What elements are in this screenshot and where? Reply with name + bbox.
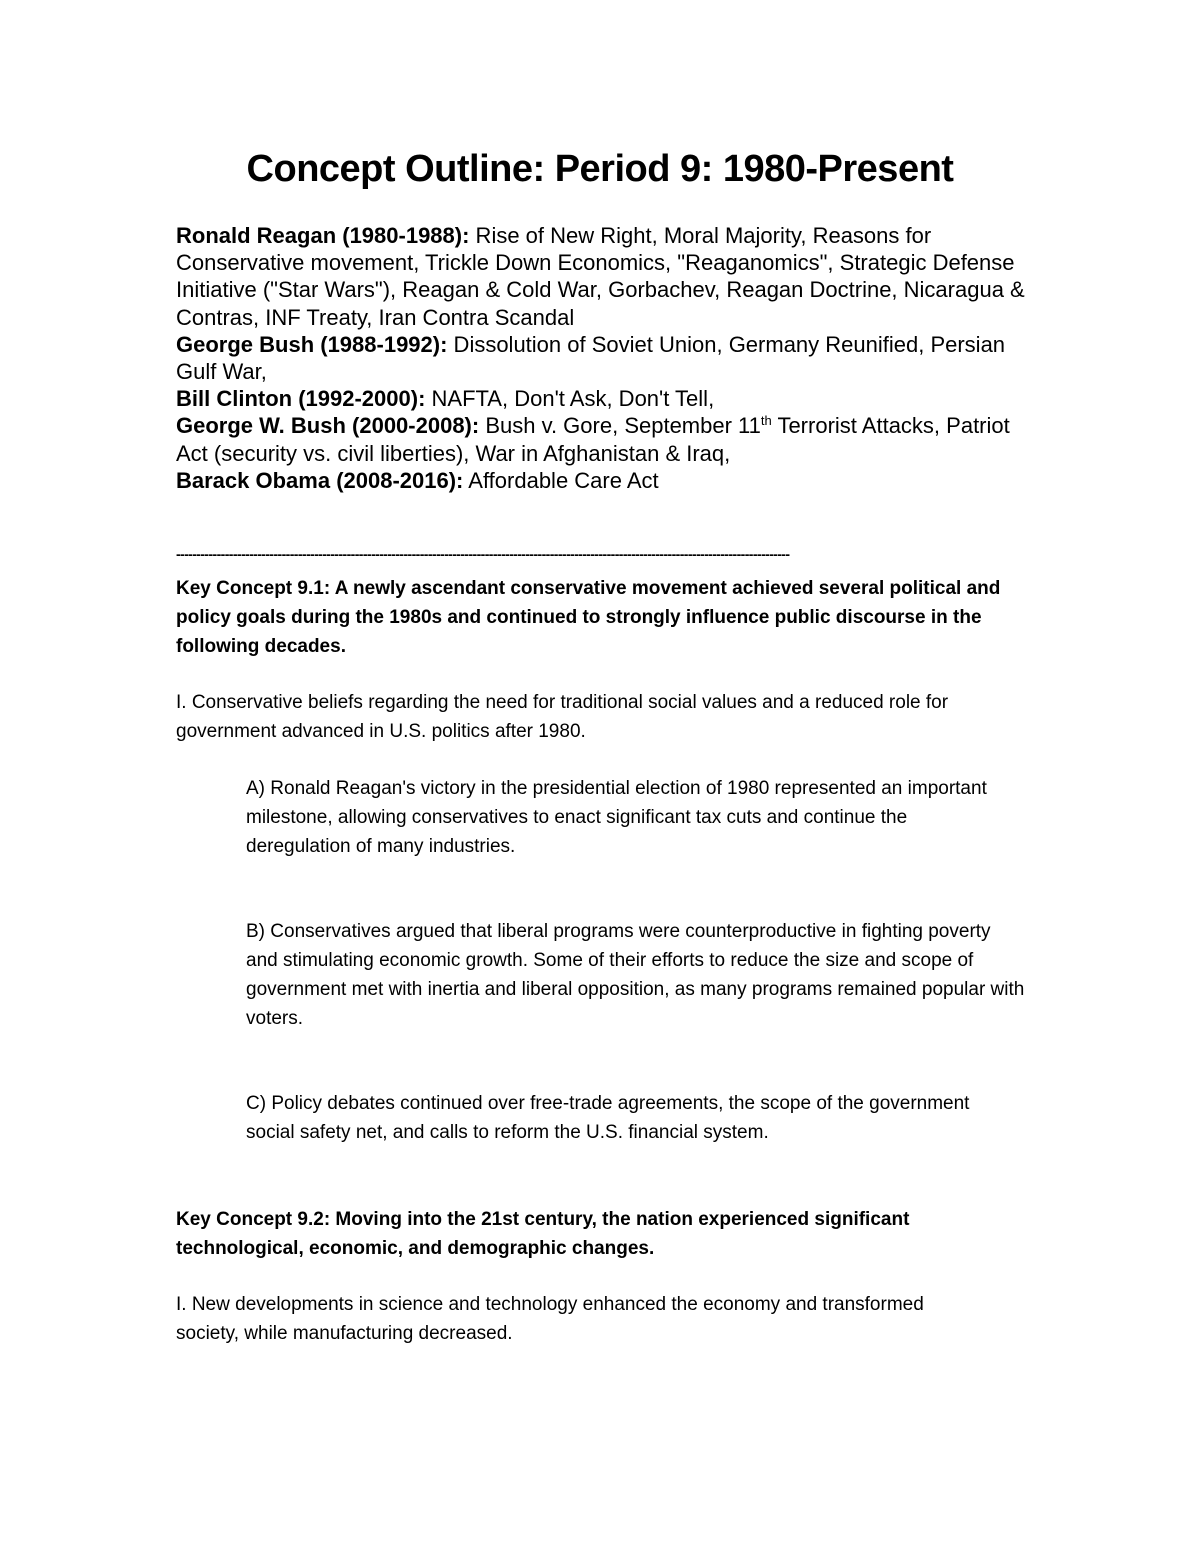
president-topics: Rise of New Right, Moral Majority, Reasons for Conservative movement, Trickle Down Economics, "Reaganomics", Strategic Defense Initiative ("Star Wars"), Reagan & Cold War, Gorbachev, Reagan Doctrine, Nicaragua & Contras, INF Treaty, Iran Contra Scandal <box>176 223 1025 330</box>
president-entry <box>176 467 1036 494</box>
page-title: Concept Outline: Period 9: 1980-Present <box>246 148 954 190</box>
president-name: George W. Bush (2000-2008): <box>176 413 480 439</box>
president-entry <box>176 222 1036 331</box>
president-topics: NAFTA, Don't Ask, Don't Tell, <box>425 386 715 412</box>
key-concept-9-1-subpoint-c: C) Policy debates continued over free-trade agreements, the scope of the government social safety net, and calls to reform the U.S. financial system. <box>246 1093 970 1143</box>
president-entry <box>176 331 1036 385</box>
superscript: th <box>760 413 772 429</box>
key-concept-9-2-heading: Key Concept 9.2: Moving into the 21st century, the nation experienced significant technological, economic, and demographic changes. <box>176 1209 910 1259</box>
president-name: Ronald Reagan (1980-1988): <box>176 223 470 248</box>
president-topics: Bush v. Gore, September 11 <box>479 413 761 439</box>
key-concept-9-1-heading: Key Concept 9.1: A newly ascendant conservative movement achieved several political and policy goals during the 1980s and continued to strongly influence public discourse in the following decades. <box>176 578 1001 657</box>
president-topics: Dissolution of Soviet Union, Germany Reunified, Persian Gulf War, <box>176 331 1006 385</box>
key-concept-9-1-point-i: I. Conservative beliefs regarding the need for traditional social values and a reduced role for government advanced in U.S. politics after 1980. <box>176 692 949 742</box>
president-name: George Bush (1988-1992): <box>176 331 448 357</box>
president-name: Bill Clinton (1992-2000): <box>176 386 426 412</box>
key-concept-9-1-subpoint-a: A) Ronald Reagan's victory in the presidential election of 1980 represented an important milestone, allowing conservatives to enact significant tax cuts and continue the deregulation of many industries. <box>246 778 987 857</box>
section-divider: ------------------------------------------------------------------------------------------------------------------------------------------------------- <box>176 546 790 562</box>
presidents-summary <box>176 222 1036 494</box>
president-topics: Affordable Care Act <box>463 467 659 493</box>
president-name: Barack Obama (2008-2016): <box>176 467 464 493</box>
key-concept-9-2-point-i: I. New developments in science and technology enhanced the economy and transformed society, while manufacturing decreased. <box>176 1294 924 1344</box>
president-topics: Terrorist Attacks, Patriot Act (security vs. civil liberties), War in Afghanistan & Iraq, <box>176 413 1010 466</box>
key-concept-9-1-subpoint-b: B) Conservatives argued that liberal programs were counterproductive in fighting poverty and stimulating economic growth. Some of their efforts to reduce the size and scope of government met with inertia and liberal opposition, as many programs remained popular with voters. <box>246 921 1025 1029</box>
president-entry <box>176 385 1036 412</box>
president-entry <box>176 412 1036 466</box>
